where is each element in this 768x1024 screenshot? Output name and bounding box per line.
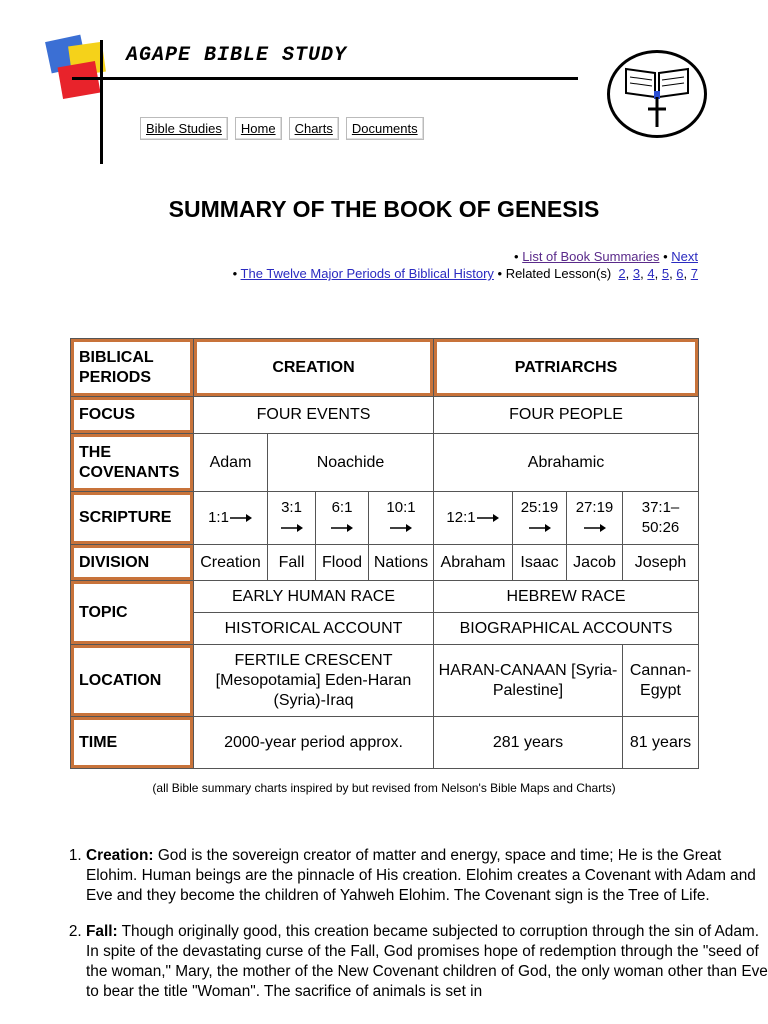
topic-cell: EARLY HUMAN RACE: [194, 581, 434, 613]
arrow-right-icon: [583, 523, 607, 533]
division-cell: Creation: [194, 545, 268, 581]
header-vertical-rule: [100, 40, 103, 164]
related-links-row: • The Twelve Major Periods of Biblical History • Related Lesson(s) 2, 3, 4, 5, 6, 7: [232, 266, 698, 281]
next-link[interactable]: Next: [671, 249, 698, 264]
nav-home[interactable]: Home: [235, 117, 282, 140]
lesson-link[interactable]: 3: [632, 266, 641, 281]
division-cell: Nations: [369, 545, 434, 581]
location-cell: FERTILE CRESCENT [Mesopotamia] Eden-Haran (Syria)-Iraq: [194, 645, 434, 717]
list-of-book-summaries-link[interactable]: List of Book Summaries: [522, 249, 660, 264]
arrow-right-icon: [476, 513, 500, 523]
point-term: Fall:: [86, 923, 118, 940]
location-cell: HARAN-CANAAN [Syria-Palestine]: [434, 645, 623, 717]
time-cell: 2000-year period approx.: [194, 717, 434, 769]
bible-cross-emblem-icon: [607, 50, 707, 138]
row-label-covenants: THE COVENANTS: [71, 434, 194, 492]
scripture-ref: 3:1: [281, 499, 302, 516]
focus-cell: FOUR PEOPLE: [434, 397, 699, 434]
summary-links-row: • List of Book Summaries • Next: [514, 249, 698, 264]
scripture-ref: 1:1: [208, 509, 229, 526]
genesis-summary-table: [70, 338, 699, 769]
lesson-link[interactable]: 6: [676, 266, 684, 281]
scripture-ref: 12:1: [446, 509, 476, 526]
scripture-cell: [567, 492, 623, 545]
nav-documents[interactable]: Documents: [346, 117, 424, 140]
topic-cell: BIOGRAPHICAL ACCOUNTS: [434, 613, 699, 645]
scripture-cell: [316, 492, 369, 545]
row-label-focus: FOCUS: [71, 397, 194, 434]
logo-block-red: [58, 61, 101, 99]
covenant-cell: Abrahamic: [434, 434, 699, 492]
division-cell: Isaac: [513, 545, 567, 581]
topic-cell: HEBREW RACE: [434, 581, 699, 613]
row-label-time: TIME: [71, 717, 194, 769]
header-horizontal-rule: [72, 77, 578, 80]
period-creation: CREATION: [194, 339, 434, 397]
location-cell: Cannan-Egypt: [623, 645, 699, 717]
scripture-cell: [369, 492, 434, 545]
page-title: SUMMARY OF THE BOOK OF GENESIS: [168, 196, 600, 222]
point-term: Creation:: [86, 847, 154, 864]
scripture-ref: 25:19: [520, 499, 559, 516]
scripture-cell: [513, 492, 567, 545]
arrow-right-icon: [229, 513, 253, 523]
point-text: Though originally good, this creation became subjected to corruption through the sin of Adam. In spite of the devastating curse of the Fall, God promises hope of redemption through the "seed of the woman," Mary, the mother of the New Covenant children of God, the only woman other than Eve to bear the title "Woman". The sacrifice of animals is set in: [86, 923, 768, 1000]
point-text: God is the sovereign creator of matter and energy, space and time; He is the Great Elohim. Human beings are the pinnacle of His creation. Elohim creates a Covenant with Adam and Eve and they become the children of Yahweh Elohim. The Covenant sign is the Tree of Life.: [86, 847, 756, 904]
scripture-cell: [623, 492, 699, 545]
scripture-cell: [434, 492, 513, 545]
scripture-cell: [268, 492, 316, 545]
covenant-cell: Adam: [194, 434, 268, 492]
row-label-scripture: SCRIPTURE: [71, 492, 194, 545]
lesson-link[interactable]: 7: [690, 266, 698, 281]
division-cell: Flood: [316, 545, 369, 581]
lesson-link[interactable]: 4: [647, 266, 655, 281]
scripture-ref: 37:1– 50:26: [641, 499, 680, 536]
division-cell: Fall: [268, 545, 316, 581]
list-item: [86, 922, 768, 1002]
scripture-ref: 10:1: [386, 499, 416, 516]
summary-points-list: [40, 846, 768, 1018]
division-cell: Joseph: [623, 545, 699, 581]
time-cell: 81 years: [623, 717, 699, 769]
lesson-link[interactable]: 5: [661, 266, 670, 281]
chart-credit: (all Bible summary charts inspired by but revised from Nelson's Bible Maps and Charts): [152, 781, 616, 795]
topic-cell: HISTORICAL ACCOUNT: [194, 613, 434, 645]
row-label-division: DIVISION: [71, 545, 194, 581]
division-cell: Abraham: [434, 545, 513, 581]
site-nav: [140, 117, 424, 140]
row-label-topic: TOPIC: [71, 581, 194, 645]
arrow-right-icon: [280, 523, 304, 533]
scripture-cell: [194, 492, 268, 545]
time-cell: 281 years: [434, 717, 623, 769]
twelve-periods-link[interactable]: The Twelve Major Periods of Biblical History: [240, 266, 494, 281]
period-patriarchs: PATRIARCHS: [434, 339, 699, 397]
nav-bible-studies[interactable]: Bible Studies: [140, 117, 228, 140]
covenant-cell: Noachide: [268, 434, 434, 492]
row-label-location: LOCATION: [71, 645, 194, 717]
scripture-ref: 27:19: [575, 499, 614, 516]
row-label-periods: BIBLICAL PERIODS: [71, 339, 194, 397]
related-lessons-label: Related Lesson(s): [505, 266, 612, 281]
scripture-ref: 6:1: [331, 499, 353, 516]
site-title: AGAPE BIBLE STUDY: [126, 44, 348, 67]
arrow-right-icon: [330, 523, 354, 533]
arrow-right-icon: [389, 523, 413, 533]
focus-cell: FOUR EVENTS: [194, 397, 434, 434]
lesson-link[interactable]: 2: [618, 266, 626, 281]
arrow-right-icon: [528, 523, 552, 533]
list-item: [86, 846, 768, 906]
nav-charts[interactable]: Charts: [289, 117, 339, 140]
division-cell: Jacob: [567, 545, 623, 581]
